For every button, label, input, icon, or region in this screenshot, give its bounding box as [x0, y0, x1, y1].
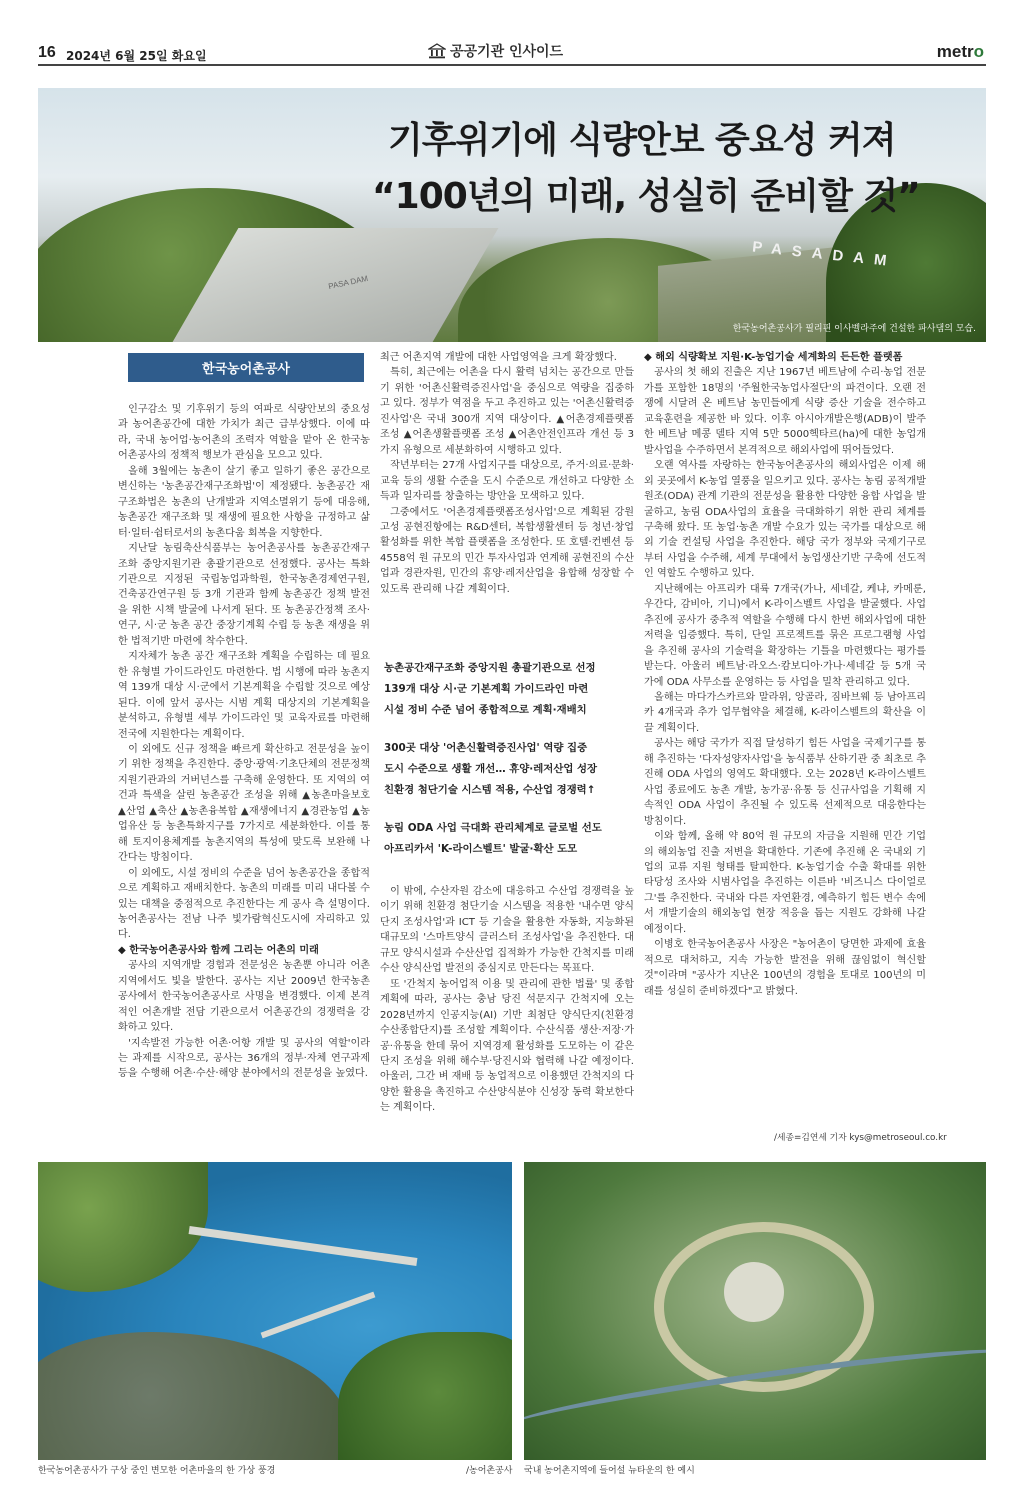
dam-lettering: PASADAM — [751, 238, 898, 271]
paragraph: 인구감소 및 기후위기 등의 여파로 식량안보의 중요성과 농어촌공간에 대한 가치가 최근 급부상했다. 이에 따라, 국내 농어업·농어촌의 조력자 역할을 맡아 온 한국농어촌공사의 정책적 행보가 관심을 모으고 있다. — [118, 404, 370, 462]
paragraph: 최근 어촌지역 개발에 대한 사업영역을 크게 확장했다. — [380, 352, 617, 363]
photo-caption: 국내 농어촌지역에 들어설 뉴타운의 한 예시 — [524, 1466, 695, 1476]
paragraph: 지난해에는 아프리카 대륙 7개국(가나, 세네갈, 케냐, 카메룬, 우간다, 감비아, 기니)에서 K-라이스벨트 사업을 발굴했다. 사업 추진에 공사가 중추적 역할을 수행해 다시 한번 해외사업에 대한 저력을 입증했다. 특히, 단일 프로젝트를 묶은 프로그램형 사업을 추진해 공사의 기술력을 확장하는 기틀을 마련했다는 평가를 받는다. 아울러 베트남·라오스·캄보디아·가나·세네갈 등 5개 국가에 ODA 사무소를 운영하는 등 사업을 밀착 관리하고 있다. — [644, 583, 926, 688]
paragraph: 그중에서도 '어촌경제플랫폼조성사업'으로 계획된 강원 고성 공현진항에는 R&D센터, 복합생활센터 등 청년·창업 활성화를 위한 복합 플랫폼을 조성한다. 또 호텔·컨벤션 등 4558억 원 규모의 민간 투자사업과 연계해 공현진의 수산업과 경관자원, 민간의 휴양·레저산업을 융합해 성장할 수 있도록 관리해 나갈 계획이다. — [380, 506, 634, 595]
photo-source: /농어촌공사 — [466, 1466, 513, 1476]
byline: /세종=김연세 기자 kys@metroseoul.co.kr — [774, 1133, 947, 1143]
pull-quote-line: 농림 ODA 사업 극대화 관리체계로 글로벌 선도 — [384, 822, 602, 834]
pull-quote-line: 도시 수준으로 생활 개선… 휴양·레저산업 성장 — [384, 763, 598, 775]
headline: 기후위기에 식량안보 중요성 커져 — [388, 120, 896, 161]
paragraph: 지자체가 농촌 공간 재구조화 계획을 수립하는 데 필요한 유형별 가이드라인도 마련한다. 법 시행에 따라 농촌지역 139개 대상 시·군에서 기본계획을 수립할 것으로 예상된다. 이에 앞서 공사는 시범 계획 대상지의 기본계획을 분석하고, 유형별 세부 가이드라인 및 교육자료를 마련해 전국에 지원한다는 계획이다. — [118, 651, 370, 740]
paragraph: 이 외에도, 시설 정비의 수준을 넘어 농촌공간을 종합적으로 계획하고 재배치한다. 농촌의 미래를 미리 내다볼 수 있는 대책을 중점적으로 추진한다는 게 공사 측 설명이다. 농어촌공사는 전남 나주 빛가람혁신도시에 자리하고 있다. — [118, 867, 370, 941]
paragraph: 또 '간척지 농어업적 이용 및 관리에 관한 법률' 및 종합계획에 따라, 공사는 충남 당진 석문지구 간척지에 오는 2028년까지 인공지능(AI) 기반 최첨단 양식단지(친환경수산종합단지)를 조성할 계획이다. 수산식품 생산·저장·가공·유통을 한데 묶어 지역경제 활성화를 도모하는 이 같은 단지 조성을 위해 해수부·당진시와 협력해 나갈 예정이다. 아울러, 그간 벼 재배 등 농업적으로 이용했던 간척지의 다양한 활용을 촉진하고 수산양식분야 신성장 동력 확보한다는 계획이다. — [380, 978, 634, 1114]
article-column-1 — [118, 402, 370, 1082]
photo-village — [38, 1332, 348, 1460]
photo-pier — [261, 1292, 376, 1339]
section-label: 공공기관 인사이드 — [450, 44, 564, 60]
paragraph: 이 밖에, 수산자원 감소에 대응하고 수산업 경쟁력을 높이기 위해 친환경 첨단기술 시스템을 적용한 '내수면 양식단지 조성사업'과 ICT 등 기술을 활용한 자동화, 지능화된 대규모의 '스마트양식 클러스터 조성사업'을 추진한다. 대규모 양식시설과 수산산업 집적화가 가능한 간척지를 미래 수산 양식산업 발전의 중심지로 만든다는 목표다. — [380, 886, 634, 975]
article-column-3 — [644, 350, 926, 999]
hero-caption: 한국농어촌공사가 필리핀 이사벨라주에 건설한 파사댐의 모습. — [732, 324, 976, 334]
rendering-center-plaza — [724, 1262, 784, 1322]
dam-lettering-small: PASA DAM — [327, 273, 369, 292]
headline-quote: “100년의 미래, 성실히 준비할 것” — [372, 176, 920, 217]
paragraph: 이병호 한국농어촌공사 사장은 "농어촌이 당면한 과제에 효율적으로 대처하고, 지속 가능한 발전을 위해 끊임없이 혁신할 것"이라며 "공사가 지난온 100년의 경험을 토대로 100년의 미래를 성실히 준비하겠다"고 밝혔다. — [644, 939, 926, 997]
paragraph: 공사는 해당 국가가 직접 달성하기 힘든 사업을 국제기구를 통해 추진하는 '다자성양자사업'을 농식품부 산하기관 중 최초로 추진해 ODA 사업의 영역도 확대했다. 오는 2028년 K-라이스벨트 사업 종료에도 농촌 개발, 농가공·유통 등 신규사업을 기획해 지속적인 ODA 사업이 추진될 수 있도록 선제적으로 대응한다는 방침이다. — [644, 738, 926, 827]
photo-coast — [38, 1162, 208, 1292]
photo-caption: 한국농어촌공사가 구상 중인 변모한 어촌마을의 한 가상 풍경 — [38, 1466, 276, 1476]
pull-quote-line: 아프리카서 'K-라이스벨트' 발굴·확산 도모 — [384, 843, 578, 855]
paragraph: 공사의 지역개발 경험과 전문성은 농촌뿐 아니라 어촌지역에서도 빛을 발한다. 공사는 지난 2009년 한국농촌공사에서 한국농어촌공사로 사명을 변경했다. 이제 본격적인 어촌개발 전담 기관으로서 어촌공간의 경쟁력을 강화하고 있다. — [118, 960, 370, 1034]
issue-date: 2024년 6월 25일 화요일 — [66, 49, 207, 63]
paragraph: 이와 함께, 올해 약 80억 원 규모의 자금을 지원해 민간 기업의 해외농업 진출 저변을 확대한다. 기존에 추진해 온 국내외 기업의 교류 지원 형태를 탈피한다. K-농업기술 수출 확대를 위한 타당성 조사와 시범사업을 추진하는 이른바 '비즈니스 다이얼로그'를 추진한다. 국내와 다른 자연환경, 예측하기 힘든 변수 속에서 개발기술의 해외농업 현장 적응을 돕는 지원도 강화해 나갈 예정이다. — [644, 831, 926, 935]
article-column-2-continued — [380, 884, 634, 1116]
paragraph: 올해 3월에는 농촌이 살기 좋고 일하기 좋은 공간으로 변신하는 '농촌공간재구조화법'이 제정됐다. 농촌공간 재구조화법은 농촌의 난개발과 지역소멸위기 등에 대응해, 농촌공간 재구조화 및 재생에 필요한 사항을 규정하고 삶터·일터·쉼터로서의 농촌다움 회복을 지향한다. — [118, 465, 370, 539]
photo-forest — [338, 1332, 512, 1460]
page-number: 16 — [38, 44, 56, 61]
paragraph: 오랜 역사를 자랑하는 한국농어촌공사의 해외사업은 이제 해외 곳곳에서 K-농업 열풍을 일으키고 있다. 공사는 농림 공적개발원조(ODA) 관계 기관의 전문성을 활용한 다양한 융합 사업을 발굴하고, 농림 ODA사업의 효율을 극대화하기 위한 관리 체계를 구축해 왔다. 또 농업·농촌 개발 수요가 있는 국가를 대상으로 해외 기술 컨설팅 사업을 추진한다. 해당 국가 정부와 국제기구로부터 사업을 수주해, 세계 무대에서 농업생산기반 구축에 선도적인 역할도 수행하고 있다. — [644, 460, 926, 580]
organization-badge: 한국농어촌공사 — [128, 353, 364, 382]
pull-quote-line: 139개 대상 시·군 기본계획 가이드라인 마련 — [384, 683, 589, 695]
pull-quote — [384, 658, 634, 721]
fishing-village-photo — [38, 1162, 512, 1460]
paragraph: 작년부터는 27개 사업지구를 대상으로, 주거·의료·문화·교육 등의 생활 수준을 도시 수준으로 개선하고 다양한 소득과 일자리를 창출하는 방안을 모색하고 있다. — [380, 460, 634, 503]
new-town-rendering — [524, 1162, 986, 1460]
header-divider — [38, 64, 986, 66]
paragraph: '지속발전 가능한 어촌·어항 개발 및 공사의 역할'이라는 과제를 시작으로, 공사는 36개의 정부·자체 연구과제 등을 수행해 어촌·수산·해양 분야에서의 전문성을 높였다. — [118, 1037, 370, 1080]
paragraph: 이 외에도 신규 정책을 빠르게 확산하고 전문성을 높이기 위한 정책을 추진한다. 중앙·광역·기초단체의 전문정책 지원기관과의 거버넌스를 구축해 운영한다. 또 지역의 여건과 특색을 살린 농촌공간 조성을 위해 ▲농촌마을보호 ▲산업 ▲축산 ▲농촌융복합 ▲재생에너지 ▲경관농업 ▲농업유산 등 농촌특화지구를 7가지로 세분화한다. 이를 통해 토지이용체계를 농촌지역의 특성에 맞도록 보완해 나간다는 방침이다. — [118, 743, 370, 864]
section-title — [428, 41, 563, 61]
metro-logo: metro — [936, 42, 984, 61]
article-column-2 — [380, 350, 634, 597]
pull-quote-line: 친환경 첨단기술 시스템 적용, 수산업 경쟁력↑ — [384, 784, 596, 796]
paragraph: 올해는 마다가스카르와 말라위, 앙골라, 짐바브웨 등 남아프리카 4개국과 추가 업무협약을 체결해, K-라이스벨트의 확산을 이끌 계획이다. — [644, 691, 926, 734]
photo-breakwater — [189, 1226, 418, 1266]
paragraph: 공사의 첫 해외 진출은 지난 1967년 베트남에 수리·농업 전문가를 포함한 18명의 '주월한국농업사절단'의 파견이다. 오랜 전쟁에 시달려 온 베트남 농민들에게 식량 증산 기술을 전수하고 교육훈련을 제공한 바 있다. 이후 아시아개발은행(ADB)이 발주한 베트남 메콩 델타 지역 5만 5000헥타르(ha)에 대한 농업개발사업을 수주하면서 본격적으로 해외사업에 뛰어들었다. — [644, 367, 926, 456]
pull-quote-line: 300곳 대상 '어촌신활력증진사업' 역량 집중 — [384, 742, 588, 754]
paragraph: 특히, 최근에는 어촌을 다시 활력 넘치는 공간으로 만들기 위한 '어촌신활력증진사업'을 중심으로 역량을 집중하고 있다. 정부가 역점을 두고 추진하고 있는 '어촌신활력증진사업'은 국내 300개 지역 대상이다. ▲어촌경제플랫폼 조성 ▲어촌생활플랫폼 조성 ▲어촌안전인프라 개선 등 3가지 유형으로 세분화하여 시행하고 있다. — [380, 367, 634, 456]
paragraph: 지난달 농림축산식품부는 농어촌공사를 농촌공간재구조화 중앙지원기관 총괄기관으로 선정했다. 공사는 특화기관으로 지정된 국립농업과학원, 한국농촌경제연구원, 건축공간연구원 등 3개 기관과 함께 농촌공간 정책 발전을 위한 시책 발굴에 나서게 된다. 또 농촌공간정책 조사·연구, 시·군 농촌 공간 중장기계획 수립 등 농촌 재생을 위한 법적기반 마련에 착수한다. — [118, 543, 370, 647]
pull-quote — [384, 818, 634, 860]
subheading: ◆ 한국농어촌공사와 함께 그리는 어촌의 미래 — [118, 944, 319, 956]
subheading: ◆ 해외 식량확보 지원·K-농업기술 세계화의 든든한 플랫폼 — [644, 352, 903, 363]
page-header — [0, 0, 1024, 64]
building-icon — [428, 43, 446, 59]
pull-quote-line: 농촌공간재구조화 중앙지원 총괄기관으로 선정 — [384, 662, 596, 674]
pull-quote-line: 시설 정비 수준 넘어 종합적으로 계획·재배치 — [384, 704, 587, 716]
pull-quote — [384, 738, 634, 801]
